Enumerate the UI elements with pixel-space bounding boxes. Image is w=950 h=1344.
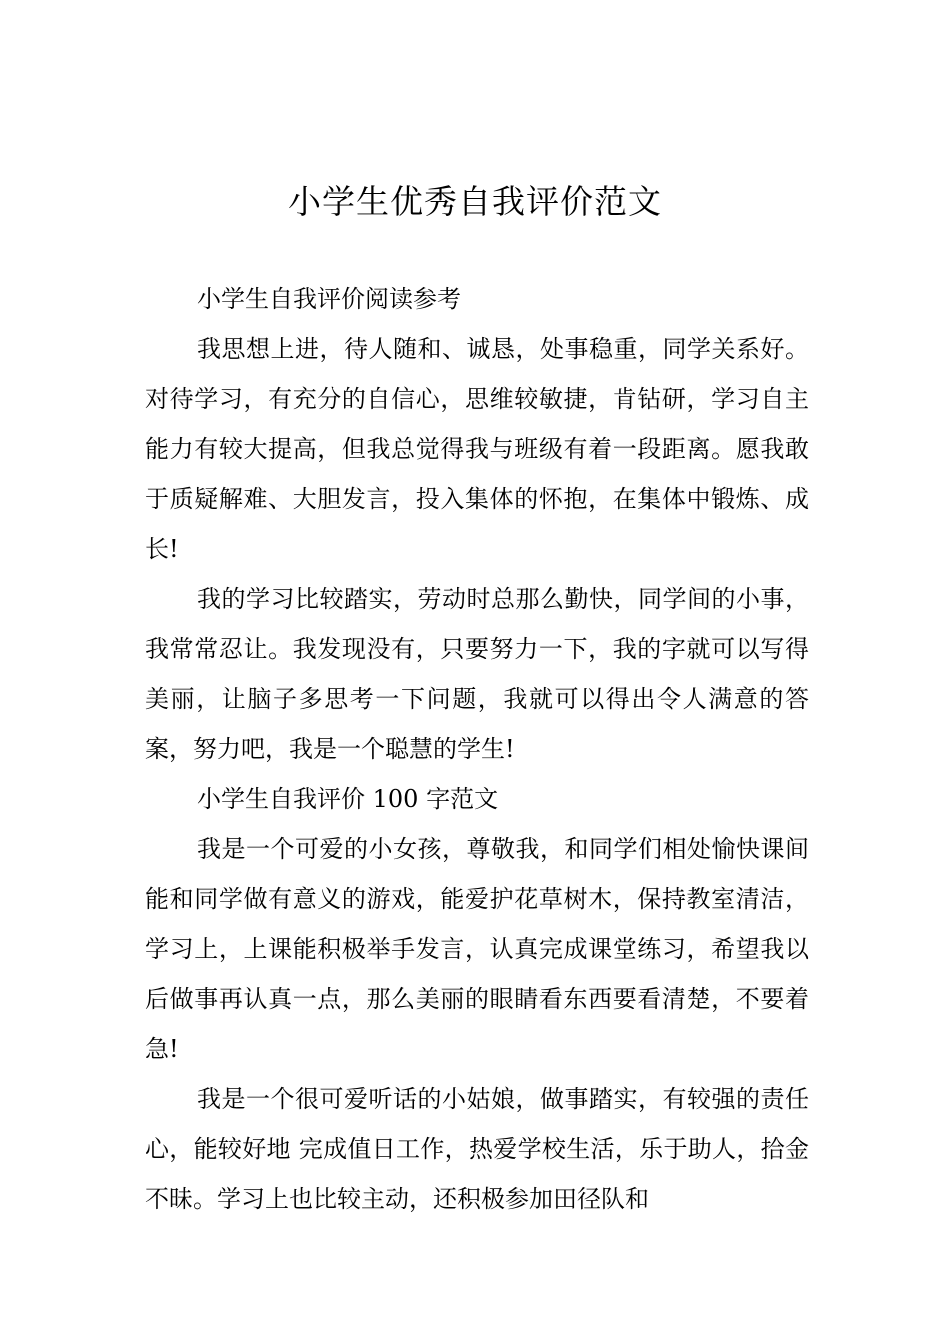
paragraph: 小学生自我评价 100 字范文 xyxy=(197,785,499,813)
document-body xyxy=(145,274,809,1224)
paragraph: 小学生自我评价阅读参考 xyxy=(197,285,461,313)
paragraph: 我是一个很可爱听话的小姑娘，做事踏实，有较强的责任心，能较好地 完成值日工作，热爱学校生活，乐于助人，拾金不昧。学习上也比较主动，还积极参加田径队和 xyxy=(145,1085,809,1213)
paragraph: 我是一个可爱的小女孩，尊敬我，和同学们相处愉快课间能和同学做有意义的游戏，能爱护花草树木，保持教室清洁，学习上，上课能积极举手发言，认真完成课堂练习，希望我以后做事再认真一点，那么美丽的眼睛看东西要看清楚，不要着急! xyxy=(145,835,809,1063)
paragraph: 我思想上进，待人随和、诚恳，处事稳重，同学关系好。对待学习，有充分的自信心，思维较敏捷，肯钻研，学习自主能力有较大提高，但我总觉得我与班级有着一段距离。愿我敢于质疑解难、大胆发言，投入集体的怀抱，在集体中锻炼、成长! xyxy=(145,335,809,563)
paragraph: 我的学习比较踏实，劳动时总那么勤快，同学间的小事，我常常忍让。我发现没有，只要努力一下，我的字就可以写得美丽，让脑子多思考一下问题，我就可以得出令人满意的答案，努力吧，我是一个聪慧的学生! xyxy=(145,585,809,763)
document-title: 小学生优秀自我评价范文 xyxy=(288,182,662,221)
